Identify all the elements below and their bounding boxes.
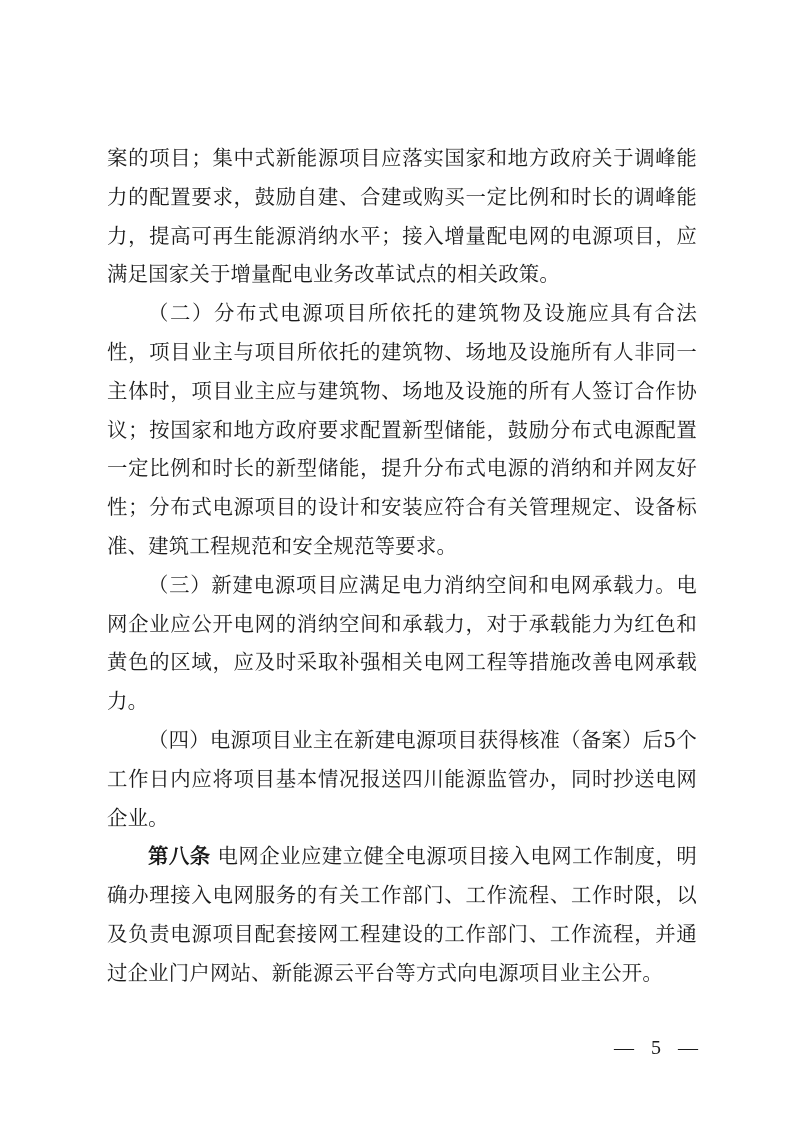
article-8-paragraph — [107, 837, 697, 992]
paragraph-item-3: （三）新建电源项目应满足电力消纳空间和电网承载力。电网企业应公开电网的消纳空间和承载力，对于承载能力为红色和黄色的区域，应及时采取补强相关电网工程等措施改善电网承载力。 — [107, 572, 697, 714]
paragraph-continuation: 案的项目；集中式新能源项目应落实国家和地方政府关于调峰能力的配置要求，鼓励自建、合建或购买一定比例和时长的调峰能力，提高可再生能源消纳水平；接入增量配电网的电源项目，应满足国家关于增量配电业务改革试点的相关政策。 — [107, 146, 697, 287]
paragraph-item-2: （二）分布式电源项目所依托的建筑物及设施应具有合法性，项目业主与项目所依托的建筑物、场地及设施所有人非同一主体时，项目业主应与建筑物、场地及设施的所有人签订合作协议；按国家和地方政府要求配置新型储能，鼓励分布式电源配置一定比例和时长的新型储能，提升分布式电源的消纳和并网友好性；分布式电源项目的设计和安装应符合有关管理规定、设备标准、建筑工程规范和安全规范等要求。 — [107, 301, 697, 558]
article-8-text: 电网企业应建立健全电源项目接入电网工作制度，明确办理接入电网服务的有关工作部门、工作流程、工作时限，以及负责电源项目配套接网工程建设的工作部门、工作流程，并通过企业门户网站、新能源云平台等方式向电源项目业主公开。 — [107, 844, 697, 985]
document-body — [107, 139, 697, 993]
page-number: — 5 — — [614, 1037, 704, 1059]
article-8-heading: 第八条 — [148, 844, 211, 869]
paragraph-item-4: （四）电源项目业主在新建电源项目获得核准（备案）后5个工作日内应将项目基本情况报送四川能源监管办，同时抄送电网企业。 — [107, 727, 697, 830]
